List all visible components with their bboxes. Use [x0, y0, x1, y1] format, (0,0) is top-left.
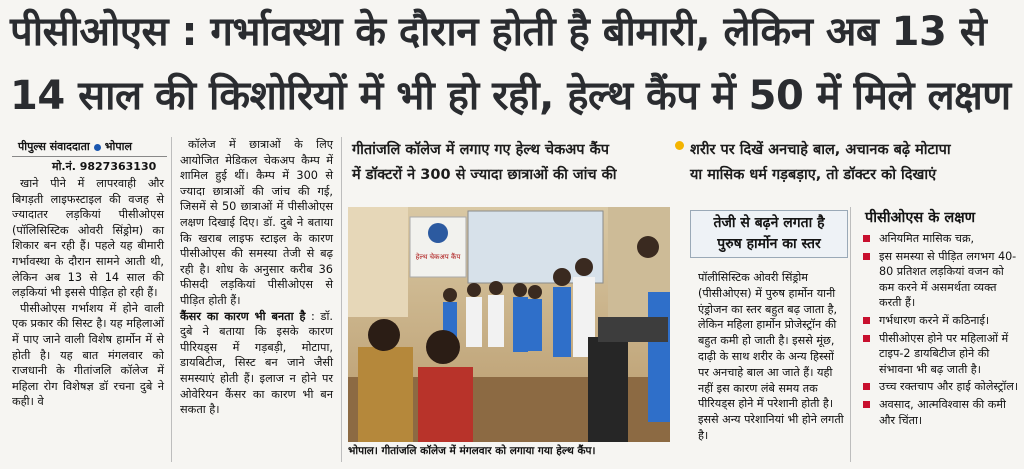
column-divider	[341, 137, 342, 462]
info-box-heading	[690, 210, 848, 258]
red-square-bullet-icon	[863, 335, 870, 342]
byline-reporter: पीपुल्स संवाददाता	[18, 140, 90, 153]
column-divider	[171, 137, 172, 462]
photo-caption	[348, 444, 670, 458]
banner-text: हेल्थ चेकअप कैंप	[415, 253, 461, 261]
list-item-text: गर्भधारण करने में कठिनाई।	[879, 313, 990, 327]
health-camp-photo	[348, 207, 670, 442]
subhead-left	[352, 138, 674, 188]
red-square-bullet-icon	[863, 235, 870, 242]
paragraph: : डॉ. दुबे ने बताया कि इसके कारण पीरियड्स में गड़बड़ी, मोटापा, डायबिटीज, सिस्ट बन जाने जैसी समस्याएं होती हैं। इलाज न होने पर ओवेरियन कैंसर का कारण भी बन सकता है।	[180, 309, 333, 417]
list-item	[855, 231, 1020, 247]
list-item	[855, 249, 1020, 311]
paragraph: पीसीओएस गर्भाशय में होने वाली एक प्रकार की सिस्ट है। यह महिलाओं में पाए जाने वाली विशेष हार्मोन में से होती है। यह बात मंगलवार को राजधानी के गीतांजलि कॉलेज में महिला रोग विशेषज्ञ डॉ रचना दुबे ने कही। वे	[12, 301, 165, 409]
list-item	[855, 331, 1020, 378]
subhead-right	[690, 138, 1020, 188]
caption-place: भोपाल	[348, 445, 374, 457]
article-column-2	[180, 137, 333, 418]
list-item-text: पीसीओएस होने पर महिलाओं में टाइप-2 डायबिटीज होने की संभावना भी बढ़ जाती है।	[879, 331, 1009, 376]
list-item	[855, 397, 1020, 428]
bullet-dot-icon	[675, 141, 684, 150]
red-square-bullet-icon	[863, 401, 870, 408]
list-item	[855, 313, 1020, 329]
red-square-bullet-icon	[863, 253, 870, 260]
symptoms-sidebar	[855, 207, 1020, 430]
photo-illustration	[348, 207, 670, 442]
list-item-text: इस समस्या से पीड़ित लगभग 40-80 प्रतिशत लड़कियां वजन को कम करने में असमर्थता व्यक्त करती हैं।	[879, 249, 1017, 310]
section-subhead: कैंसर का कारण भी बनता है	[180, 309, 306, 323]
headline-line-1: पीसीओएस : गर्भावस्था के दौरान होती है बीमारी, लेकिन अब 13 से	[10, 9, 987, 55]
symptom-list	[855, 231, 1020, 428]
info-box-text: पॉलीसिस्टिक ओवरी सिंड्रोम (पीसीओएस) में पुरुष हार्मोन यानी एंड्रोजन का स्तर बहुत बढ़ जाता है, लेकिन महिला हार्मोन प्रोजेस्ट्रॉन की बहुत कमी हो जाती है। इससे मूंछ, दाढ़ी के साथ शरीर के अन्य हिस्सों पर अनचाहे बाल आ जाते हैं। यही नहीं इस कारण लंबे समय तक पीरियड्स होने में परेशानी होती है। इससे अन्य परेशानियां भी होने लगती है।	[698, 271, 844, 442]
headline-line-2: 14 साल की किशोरियों में भी हो रही, हेल्थ कैंप में 50 में मिले लक्षण	[10, 73, 1011, 119]
sidebar-title: पीसीओएस के लक्षण	[865, 210, 976, 226]
byline-place: भोपाल	[104, 140, 132, 153]
paragraph: कॉलेज में छात्राओं के लिए आयोजित मेडिकल चेकअप कैम्प में शामिल हुई थीं। कैम्प में 300 से ज्यादा छात्राओं की जांच की गई, जिसमें से 50 छात्राओं में पीसीओएस लक्षण दिखाई दिए। डॉ. दुबे ने बताया कि खराब लाइफ स्टाइल के कारण पीसीओएस की समस्या तेजी से बढ़ रही है। शोध के अनुसार करीब 36 फीसदी लड़कियां पीसीओएस से पीड़ित होती हैं।	[180, 138, 333, 307]
paragraph: खाने पीने में लापरवाही और बिगड़ती लाइफस्टाइल की वजह से ज्यादातर लड़कियां पीसीओएस (पॉलिसिस्टिक ओवरी सिंड्रोम) का शिकार बन रही हैं। पहले यह बीमारी गर्भावस्था के दौरान सामने आती थी, लेकिन अब 13 से 14 साल की लड़कियां भी इससे पीड़ित हो रही हैं।	[12, 177, 164, 300]
byline	[12, 137, 167, 174]
subhead-right-line-1: शरीर पर दिखें अनचाहे बाल, अचानक बढ़े मोटापा	[690, 142, 951, 158]
red-square-bullet-icon	[863, 317, 870, 324]
list-item-text: अनियमित मासिक चक्र,	[879, 232, 975, 245]
info-box-heading-line-2: पुरुष हार्मोन का स्तर	[717, 236, 821, 252]
article-column-1	[12, 176, 164, 410]
list-item-text: अवसाद, आत्मविश्वास की कमी और चिंता।	[879, 397, 1006, 427]
byline-phone: मो.नं. 9827363130	[52, 160, 157, 173]
column-divider	[850, 207, 851, 462]
info-box-heading-line-1: तेजी से बढ़ने लगता है	[713, 215, 825, 231]
list-item-text: उच्च रक्तचाप और हाई कोलेस्ट्रॉल।	[879, 380, 1019, 394]
subhead-right-line-2: या मासिक धर्म गड़बड़ाए, तो डॉक्टर को दिखाएं	[690, 167, 937, 183]
red-square-bullet-icon	[863, 383, 870, 390]
list-item	[855, 379, 1020, 395]
caption-text: । गीतांजलि कॉलेज में मंगलवार को लगाया गया हेल्थ कैंप।	[373, 445, 596, 457]
bullet-dot-icon	[94, 144, 101, 151]
subhead-left-line-2: में डॉक्टरों ने 300 से ज्यादा छात्राओं की जांच की	[352, 167, 617, 183]
subhead-left-line-1: गीतांजलि कॉलेज में लगाए गए हेल्थ चेकअप कैंप	[352, 142, 609, 158]
